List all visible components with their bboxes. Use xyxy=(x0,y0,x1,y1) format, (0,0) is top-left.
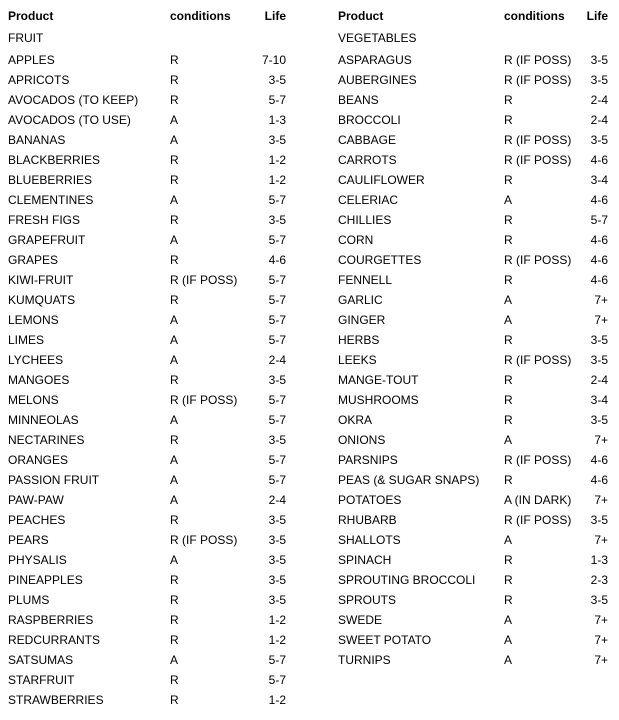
table-row xyxy=(338,570,608,590)
product-name: MANGOES xyxy=(8,373,70,387)
storage-condition: R xyxy=(170,693,179,707)
storage-condition: R xyxy=(170,293,179,307)
table-row xyxy=(8,390,286,410)
table-row xyxy=(8,550,286,570)
table-row xyxy=(338,410,608,430)
product-name: SATSUMAS xyxy=(8,653,74,667)
storage-condition: R (IF POSS) xyxy=(504,453,572,467)
product-name: TURNIPS xyxy=(338,653,391,667)
storage-condition: A xyxy=(170,193,179,207)
storage-condition: A xyxy=(504,653,513,667)
shelf-life: 3-5 xyxy=(590,73,608,87)
shelf-life: 4-6 xyxy=(590,253,608,267)
shelf-life: 3-5 xyxy=(590,353,608,367)
storage-condition: A xyxy=(504,313,513,327)
table-row xyxy=(338,650,608,670)
vegetables-table xyxy=(338,6,608,670)
product-name: HERBS xyxy=(338,333,380,347)
product-name: ONIONS xyxy=(338,433,386,447)
product-name: APRICOTS xyxy=(8,73,70,87)
storage-condition: R (IF POSS) xyxy=(504,253,572,267)
product-name: APPLES xyxy=(8,53,55,67)
table-row xyxy=(8,310,286,330)
table-row xyxy=(338,170,608,190)
table-row xyxy=(8,210,286,230)
shelf-life: 7+ xyxy=(594,653,608,667)
product-name: MINNEOLAS xyxy=(8,413,79,427)
shelf-life: 3-5 xyxy=(590,133,608,147)
storage-condition: R xyxy=(170,153,179,167)
product-name: COURGETTES xyxy=(338,253,422,267)
product-name: MANGE-TOUT xyxy=(338,373,419,387)
storage-condition: R xyxy=(170,573,179,587)
product-name: FRESH FIGS xyxy=(8,213,81,227)
table-row xyxy=(338,250,608,270)
shelf-life: 3-5 xyxy=(268,433,286,447)
shelf-life: 1-2 xyxy=(268,153,286,167)
table-row xyxy=(338,90,608,110)
product-name: AUBERGINES xyxy=(338,73,417,87)
shelf-life: 3-5 xyxy=(268,373,286,387)
product-name: CORN xyxy=(338,233,374,247)
shelf-life: 4-6 xyxy=(268,253,286,267)
product-name: OKRA xyxy=(338,413,373,427)
storage-condition: R xyxy=(170,593,179,607)
storage-condition: R xyxy=(504,213,513,227)
product-name: SPROUTING BROCCOLI xyxy=(338,573,476,587)
shelf-life: 4-6 xyxy=(590,153,608,167)
table-row xyxy=(338,430,608,450)
product-name: PLUMS xyxy=(8,593,50,607)
table-row xyxy=(8,110,286,130)
shelf-life: 7+ xyxy=(594,493,608,507)
product-name: LYCHEES xyxy=(8,353,64,367)
vegetables-section-label: VEGETABLES xyxy=(338,31,417,45)
storage-condition: A xyxy=(504,633,513,647)
shelf-life: 4-6 xyxy=(590,233,608,247)
storage-condition: A xyxy=(170,473,179,487)
table-row xyxy=(8,350,286,370)
storage-condition: R xyxy=(504,273,513,287)
shelf-life: 3-5 xyxy=(268,593,286,607)
table-row xyxy=(338,150,608,170)
table-row xyxy=(8,370,286,390)
table-row xyxy=(8,270,286,290)
storage-condition: R xyxy=(170,73,179,87)
shelf-life: 7+ xyxy=(594,433,608,447)
product-name: RASPBERRIES xyxy=(8,613,94,627)
storage-condition: R xyxy=(504,553,513,567)
product-name: STARFRUIT xyxy=(8,673,75,687)
product-name: PEARS xyxy=(8,533,49,547)
shelf-life: 5-7 xyxy=(268,673,286,687)
storage-condition: R xyxy=(170,673,179,687)
storage-condition: R xyxy=(504,233,513,247)
shelf-life: 3-5 xyxy=(268,73,286,87)
table-row xyxy=(338,310,608,330)
storage-condition: R xyxy=(504,173,513,187)
shelf-life: 5-7 xyxy=(268,473,286,487)
product-name: MUSHROOMS xyxy=(338,393,419,407)
product-name: NECTARINES xyxy=(8,433,85,447)
fruit-section-label: FRUIT xyxy=(8,31,44,45)
table-row xyxy=(8,50,286,70)
table-row xyxy=(338,510,608,530)
table-row xyxy=(338,610,608,630)
storage-condition: R xyxy=(170,433,179,447)
storage-condition: R xyxy=(170,93,179,107)
product-name: ASPARAGUS xyxy=(338,53,412,67)
storage-condition: R xyxy=(504,473,513,487)
shelf-life: 3-5 xyxy=(590,333,608,347)
product-name: CABBAGE xyxy=(338,133,397,147)
table-row xyxy=(338,470,608,490)
storage-condition: R (IF POSS) xyxy=(170,393,238,407)
storage-condition: A xyxy=(504,433,513,447)
product-name: SPINACH xyxy=(338,553,392,567)
product-name: CAULIFLOWER xyxy=(338,173,425,187)
product-name: CELERIAC xyxy=(338,193,399,207)
shelf-life: 5-7 xyxy=(268,393,286,407)
shelf-life: 5-7 xyxy=(590,213,608,227)
storage-condition: R xyxy=(170,613,179,627)
product-name: GINGER xyxy=(338,313,386,327)
product-name: GRAPES xyxy=(8,253,59,267)
storage-condition: A xyxy=(170,653,179,667)
storage-condition: A (IN DARK) xyxy=(504,493,572,507)
storage-condition: A xyxy=(170,113,179,127)
product-column-header: Product xyxy=(338,9,384,23)
storage-condition: A xyxy=(170,353,179,367)
shelf-life: 3-5 xyxy=(268,133,286,147)
storage-condition: A xyxy=(170,493,179,507)
product-name: AVOCADOS (TO USE) xyxy=(8,113,131,127)
table-row xyxy=(338,270,608,290)
storage-condition: A xyxy=(170,233,179,247)
shelf-life: 5-7 xyxy=(268,333,286,347)
shelf-life: 7+ xyxy=(594,533,608,547)
product-name: PASSION FRUIT xyxy=(8,473,100,487)
storage-condition: R (IF POSS) xyxy=(504,133,572,147)
table-row xyxy=(8,630,286,650)
fruit-header-row xyxy=(8,6,286,26)
storage-condition: R xyxy=(504,413,513,427)
table-row xyxy=(8,450,286,470)
product-name: BEANS xyxy=(338,93,379,107)
product-name: PARSNIPS xyxy=(338,453,398,467)
shelf-life: 3-5 xyxy=(268,553,286,567)
fruit-section-row xyxy=(8,26,286,50)
table-row xyxy=(338,530,608,550)
product-name: SHALLOTS xyxy=(338,533,401,547)
shelf-life: 5-7 xyxy=(268,653,286,667)
product-name: BLUEBERRIES xyxy=(8,173,93,187)
shelf-life: 3-5 xyxy=(590,593,608,607)
shelf-life: 3-5 xyxy=(268,573,286,587)
shelf-life: 1-2 xyxy=(268,693,286,707)
shelf-life: 5-7 xyxy=(268,193,286,207)
shelf-life: 1-3 xyxy=(590,553,608,567)
product-name: BLACKBERRIES xyxy=(8,153,101,167)
product-name: STRAWBERRIES xyxy=(8,693,104,707)
table-row xyxy=(8,670,286,690)
storage-condition: R xyxy=(170,173,179,187)
table-row xyxy=(338,370,608,390)
storage-condition: R xyxy=(504,593,513,607)
table-row xyxy=(338,210,608,230)
table-row xyxy=(338,630,608,650)
storage-condition: R xyxy=(504,93,513,107)
table-row xyxy=(338,70,608,90)
product-name: CLEMENTINES xyxy=(8,193,94,207)
storage-condition: R (IF POSS) xyxy=(170,273,238,287)
storage-condition: R (IF POSS) xyxy=(504,513,572,527)
product-name: PHYSALIS xyxy=(8,553,67,567)
product-name: BROCCOLI xyxy=(338,113,401,127)
table-row xyxy=(8,330,286,350)
table-row xyxy=(8,530,286,550)
storage-condition: R (IF POSS) xyxy=(504,53,572,67)
storage-condition: A xyxy=(504,613,513,627)
product-name: GRAPEFRUIT xyxy=(8,233,86,247)
table-row xyxy=(8,170,286,190)
storage-condition: R xyxy=(504,373,513,387)
product-name: ORANGES xyxy=(8,453,69,467)
shelf-life: 2-3 xyxy=(590,573,608,587)
storage-condition: R (IF POSS) xyxy=(504,73,572,87)
shelf-life: 2-4 xyxy=(590,93,608,107)
shelf-life: 2-4 xyxy=(590,113,608,127)
table-row xyxy=(338,50,608,70)
storage-condition: R xyxy=(170,633,179,647)
storage-condition: R xyxy=(504,113,513,127)
shelf-life: 4-6 xyxy=(590,453,608,467)
table-row xyxy=(8,430,286,450)
shelf-life: 7+ xyxy=(594,313,608,327)
storage-condition: R xyxy=(170,213,179,227)
shelf-life: 4-6 xyxy=(590,473,608,487)
storage-condition: A xyxy=(170,553,179,567)
storage-condition: A xyxy=(170,133,179,147)
table-row xyxy=(8,90,286,110)
table-row xyxy=(8,250,286,270)
table-row xyxy=(338,590,608,610)
shelf-life: 3-5 xyxy=(590,413,608,427)
life-column-header: Life xyxy=(586,9,608,23)
table-row xyxy=(8,190,286,210)
shelf-life: 1-2 xyxy=(268,633,286,647)
shelf-life: 5-7 xyxy=(268,313,286,327)
storage-condition: A xyxy=(170,453,179,467)
storage-condition: R (IF POSS) xyxy=(170,533,238,547)
shelf-life: 3-4 xyxy=(590,393,608,407)
product-name: AVOCADOS (TO KEEP) xyxy=(8,93,139,107)
shelf-life: 7+ xyxy=(594,633,608,647)
shelf-life: 5-7 xyxy=(268,453,286,467)
storage-condition: R xyxy=(170,53,179,67)
table-row xyxy=(8,510,286,530)
table-row xyxy=(8,130,286,150)
shelf-life: 4-6 xyxy=(590,273,608,287)
product-name: SPROUTS xyxy=(338,593,397,607)
shelf-life: 7+ xyxy=(594,613,608,627)
shelf-life: 4-6 xyxy=(590,193,608,207)
table-row xyxy=(338,330,608,350)
conditions-column-header: conditions xyxy=(170,9,231,23)
shelf-life: 3-5 xyxy=(590,53,608,67)
product-name: LIMES xyxy=(8,333,45,347)
product-name: CHILLIES xyxy=(338,213,392,227)
vegetables-header-row xyxy=(338,6,608,26)
table-row xyxy=(338,190,608,210)
product-name: GARLIC xyxy=(338,293,383,307)
table-row xyxy=(338,350,608,370)
shelf-life: 5-7 xyxy=(268,233,286,247)
storage-condition: A xyxy=(170,413,179,427)
table-row xyxy=(8,650,286,670)
table-row xyxy=(8,570,286,590)
table-row xyxy=(8,490,286,510)
storage-condition: A xyxy=(170,313,179,327)
table-row xyxy=(8,610,286,630)
shelf-life: 5-7 xyxy=(268,413,286,427)
product-name: PEACHES xyxy=(8,513,66,527)
table-row xyxy=(338,290,608,310)
storage-condition: R xyxy=(504,333,513,347)
product-name: PINEAPPLES xyxy=(8,573,83,587)
product-name: RHUBARB xyxy=(338,513,397,527)
storage-condition: R xyxy=(170,373,179,387)
product-name: KIWI-FRUIT xyxy=(8,273,74,287)
storage-condition: R (IF POSS) xyxy=(504,353,572,367)
table-row xyxy=(8,230,286,250)
product-name: SWEET POTATO xyxy=(338,633,432,647)
table-row xyxy=(338,230,608,250)
shelf-life: 5-7 xyxy=(268,93,286,107)
table-row xyxy=(8,690,286,710)
shelf-life: 3-5 xyxy=(590,513,608,527)
conditions-column-header: conditions xyxy=(504,9,565,23)
product-name: REDCURRANTS xyxy=(8,633,101,647)
product-name: MELONS xyxy=(8,393,59,407)
product-name: POTATOES xyxy=(338,493,402,507)
storage-condition: A xyxy=(170,333,179,347)
shelf-life: 7+ xyxy=(594,293,608,307)
storage-condition: R xyxy=(504,393,513,407)
shelf-life: 3-5 xyxy=(268,513,286,527)
product-name: LEEKS xyxy=(338,353,377,367)
product-name: PEAS (& SUGAR SNAPS) xyxy=(338,473,480,487)
shelf-life: 2-4 xyxy=(268,493,286,507)
table-row xyxy=(8,290,286,310)
product-name: SWEDE xyxy=(338,613,383,627)
storage-condition: A xyxy=(504,533,513,547)
table-row xyxy=(8,70,286,90)
product-name: BANANAS xyxy=(8,133,66,147)
table-row xyxy=(338,130,608,150)
fruit-table xyxy=(8,6,286,710)
table-row xyxy=(338,490,608,510)
life-column-header: Life xyxy=(264,9,286,23)
storage-condition: R (IF POSS) xyxy=(504,153,572,167)
shelf-life: 1-2 xyxy=(268,613,286,627)
product-name: FENNELL xyxy=(338,273,393,287)
storage-condition: A xyxy=(504,193,513,207)
storage-condition: R xyxy=(504,573,513,587)
shelf-life: 1-3 xyxy=(268,113,286,127)
table-row xyxy=(338,550,608,570)
vegetables-table-body xyxy=(338,26,608,670)
storage-condition: R xyxy=(170,513,179,527)
product-name: KUMQUATS xyxy=(8,293,76,307)
shelf-life: 5-7 xyxy=(268,273,286,287)
shelf-life: 5-7 xyxy=(268,293,286,307)
shelf-life: 7-10 xyxy=(261,53,286,67)
storage-condition: A xyxy=(504,293,513,307)
product-name: CARROTS xyxy=(338,153,397,167)
shelf-life: 3-5 xyxy=(268,213,286,227)
table-row xyxy=(338,450,608,470)
shelf-life: 2-4 xyxy=(268,353,286,367)
table-row xyxy=(338,390,608,410)
shelf-life: 1-2 xyxy=(268,173,286,187)
table-row xyxy=(8,470,286,490)
fruit-table-body xyxy=(8,26,286,710)
product-name: PAW-PAW xyxy=(8,493,64,507)
product-column-header: Product xyxy=(8,9,54,23)
storage-condition: R xyxy=(170,253,179,267)
shelf-life: 3-5 xyxy=(268,533,286,547)
table-row xyxy=(8,590,286,610)
table-row xyxy=(8,410,286,430)
shelf-life: 3-4 xyxy=(590,173,608,187)
shelf-life: 2-4 xyxy=(590,373,608,387)
table-row xyxy=(338,110,608,130)
table-row xyxy=(8,150,286,170)
product-name: LEMONS xyxy=(8,313,59,327)
vegetables-section-row xyxy=(338,26,608,50)
